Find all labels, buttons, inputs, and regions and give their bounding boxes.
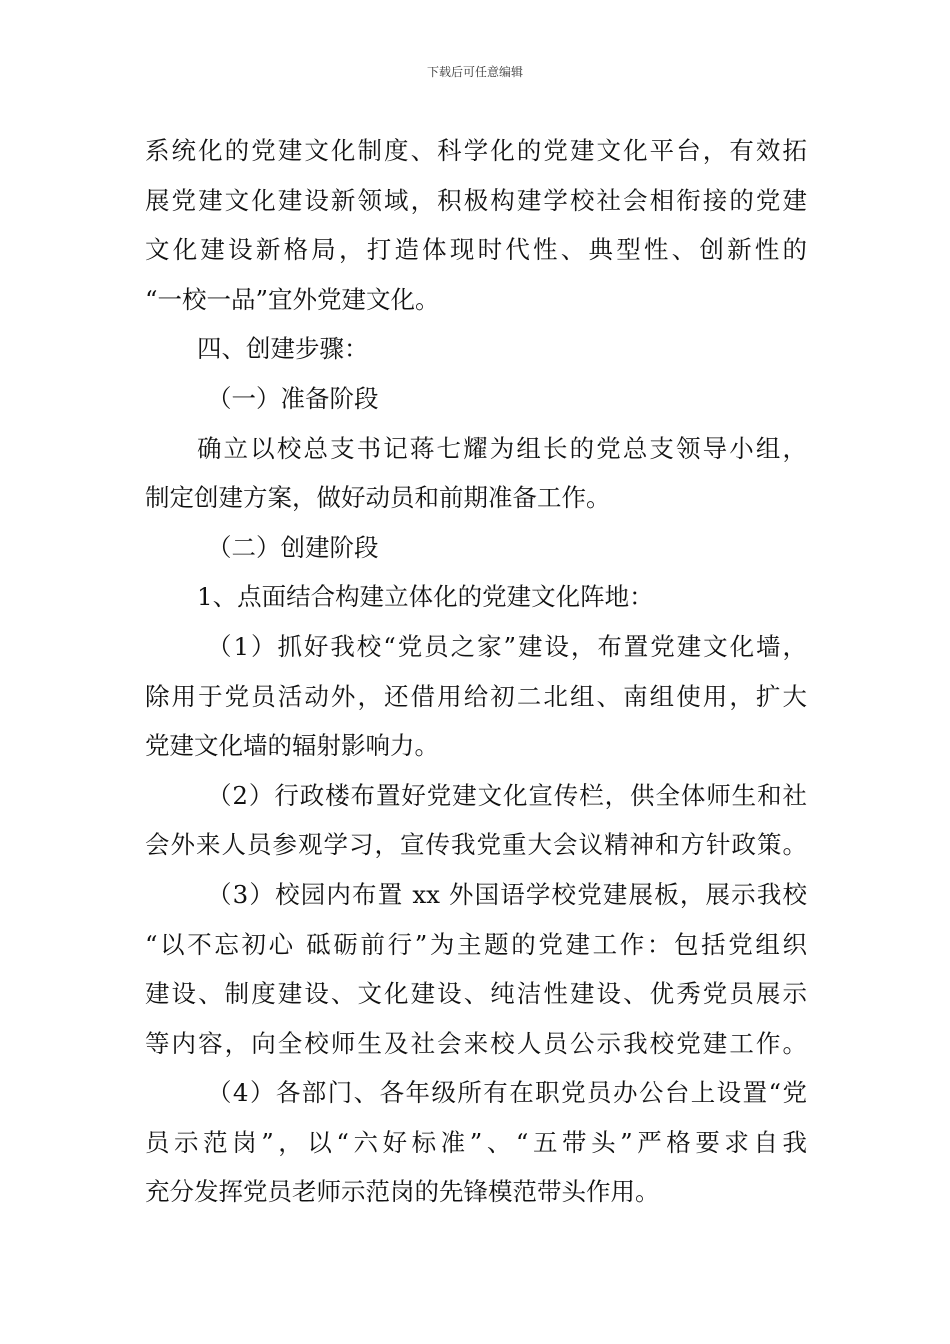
text-line: “一校一品”宜外党建文化。 <box>145 284 440 314</box>
section-heading: 四、创建步骤： <box>197 334 369 364</box>
text-line: 除用于党员活动外，还借用给初二北组、南组使用，扩大 <box>145 681 807 711</box>
text-line: （2）行政楼布置好党建文化宣传栏，供全体师生和社 <box>207 780 807 810</box>
text-line: 展党建文化建设新领域，积极构建学校社会相衔接的党建 <box>145 185 807 215</box>
text-line: “以不忘初心 砥砺前行”为主题的党建工作：包括党组织 <box>145 929 807 959</box>
page-header: 下载后可任意编辑 <box>426 65 523 79</box>
text-line: 制定创建方案，做好动员和前期准备工作。 <box>145 483 611 513</box>
text-line: 等内容，向全校师生及社会来校人员公示我校党建工作。 <box>145 1028 807 1058</box>
subsection-heading: （一）准备阶段 <box>207 383 379 413</box>
document-body <box>145 126 807 1217</box>
text-line: 确立以校总支书记蒋七耀为组长的党总支领导小组， <box>197 433 807 463</box>
text-line: 1、点面结合构建立体化的党建文化阵地： <box>197 582 654 612</box>
text-line: 系统化的党建文化制度、科学化的党建文化平台，有效拓 <box>145 136 807 165</box>
text-line: （3）校园内布置 xx 外国语学校党建展板，展示我校 <box>207 879 807 909</box>
text-line: （1）抓好我校“党员之家”建设，布置党建文化墙， <box>207 631 807 661</box>
subsection-heading: （二）创建阶段 <box>207 532 379 562</box>
text-line: 充分发挥党员老师示范岗的先锋模范带头作用。 <box>145 1177 660 1207</box>
text-line: （4）各部门、各年级所有在职党员办公台上设置“党 <box>207 1078 807 1108</box>
text-line: 建设、制度建设、文化建设、纯洁性建设、优秀党员展示 <box>145 979 807 1009</box>
text-line: 员示范岗”，以“六好标准”、“五带头”严格要求自我 <box>145 1127 807 1157</box>
text-line: 文化建设新格局，打造体现时代性、典型性、创新性的 <box>145 235 807 265</box>
text-line: 党建文化墙的辐射影响力。 <box>145 731 439 761</box>
text-line: 会外来人员参观学习，宣传我党重大会议精神和方针政策。 <box>145 830 807 860</box>
